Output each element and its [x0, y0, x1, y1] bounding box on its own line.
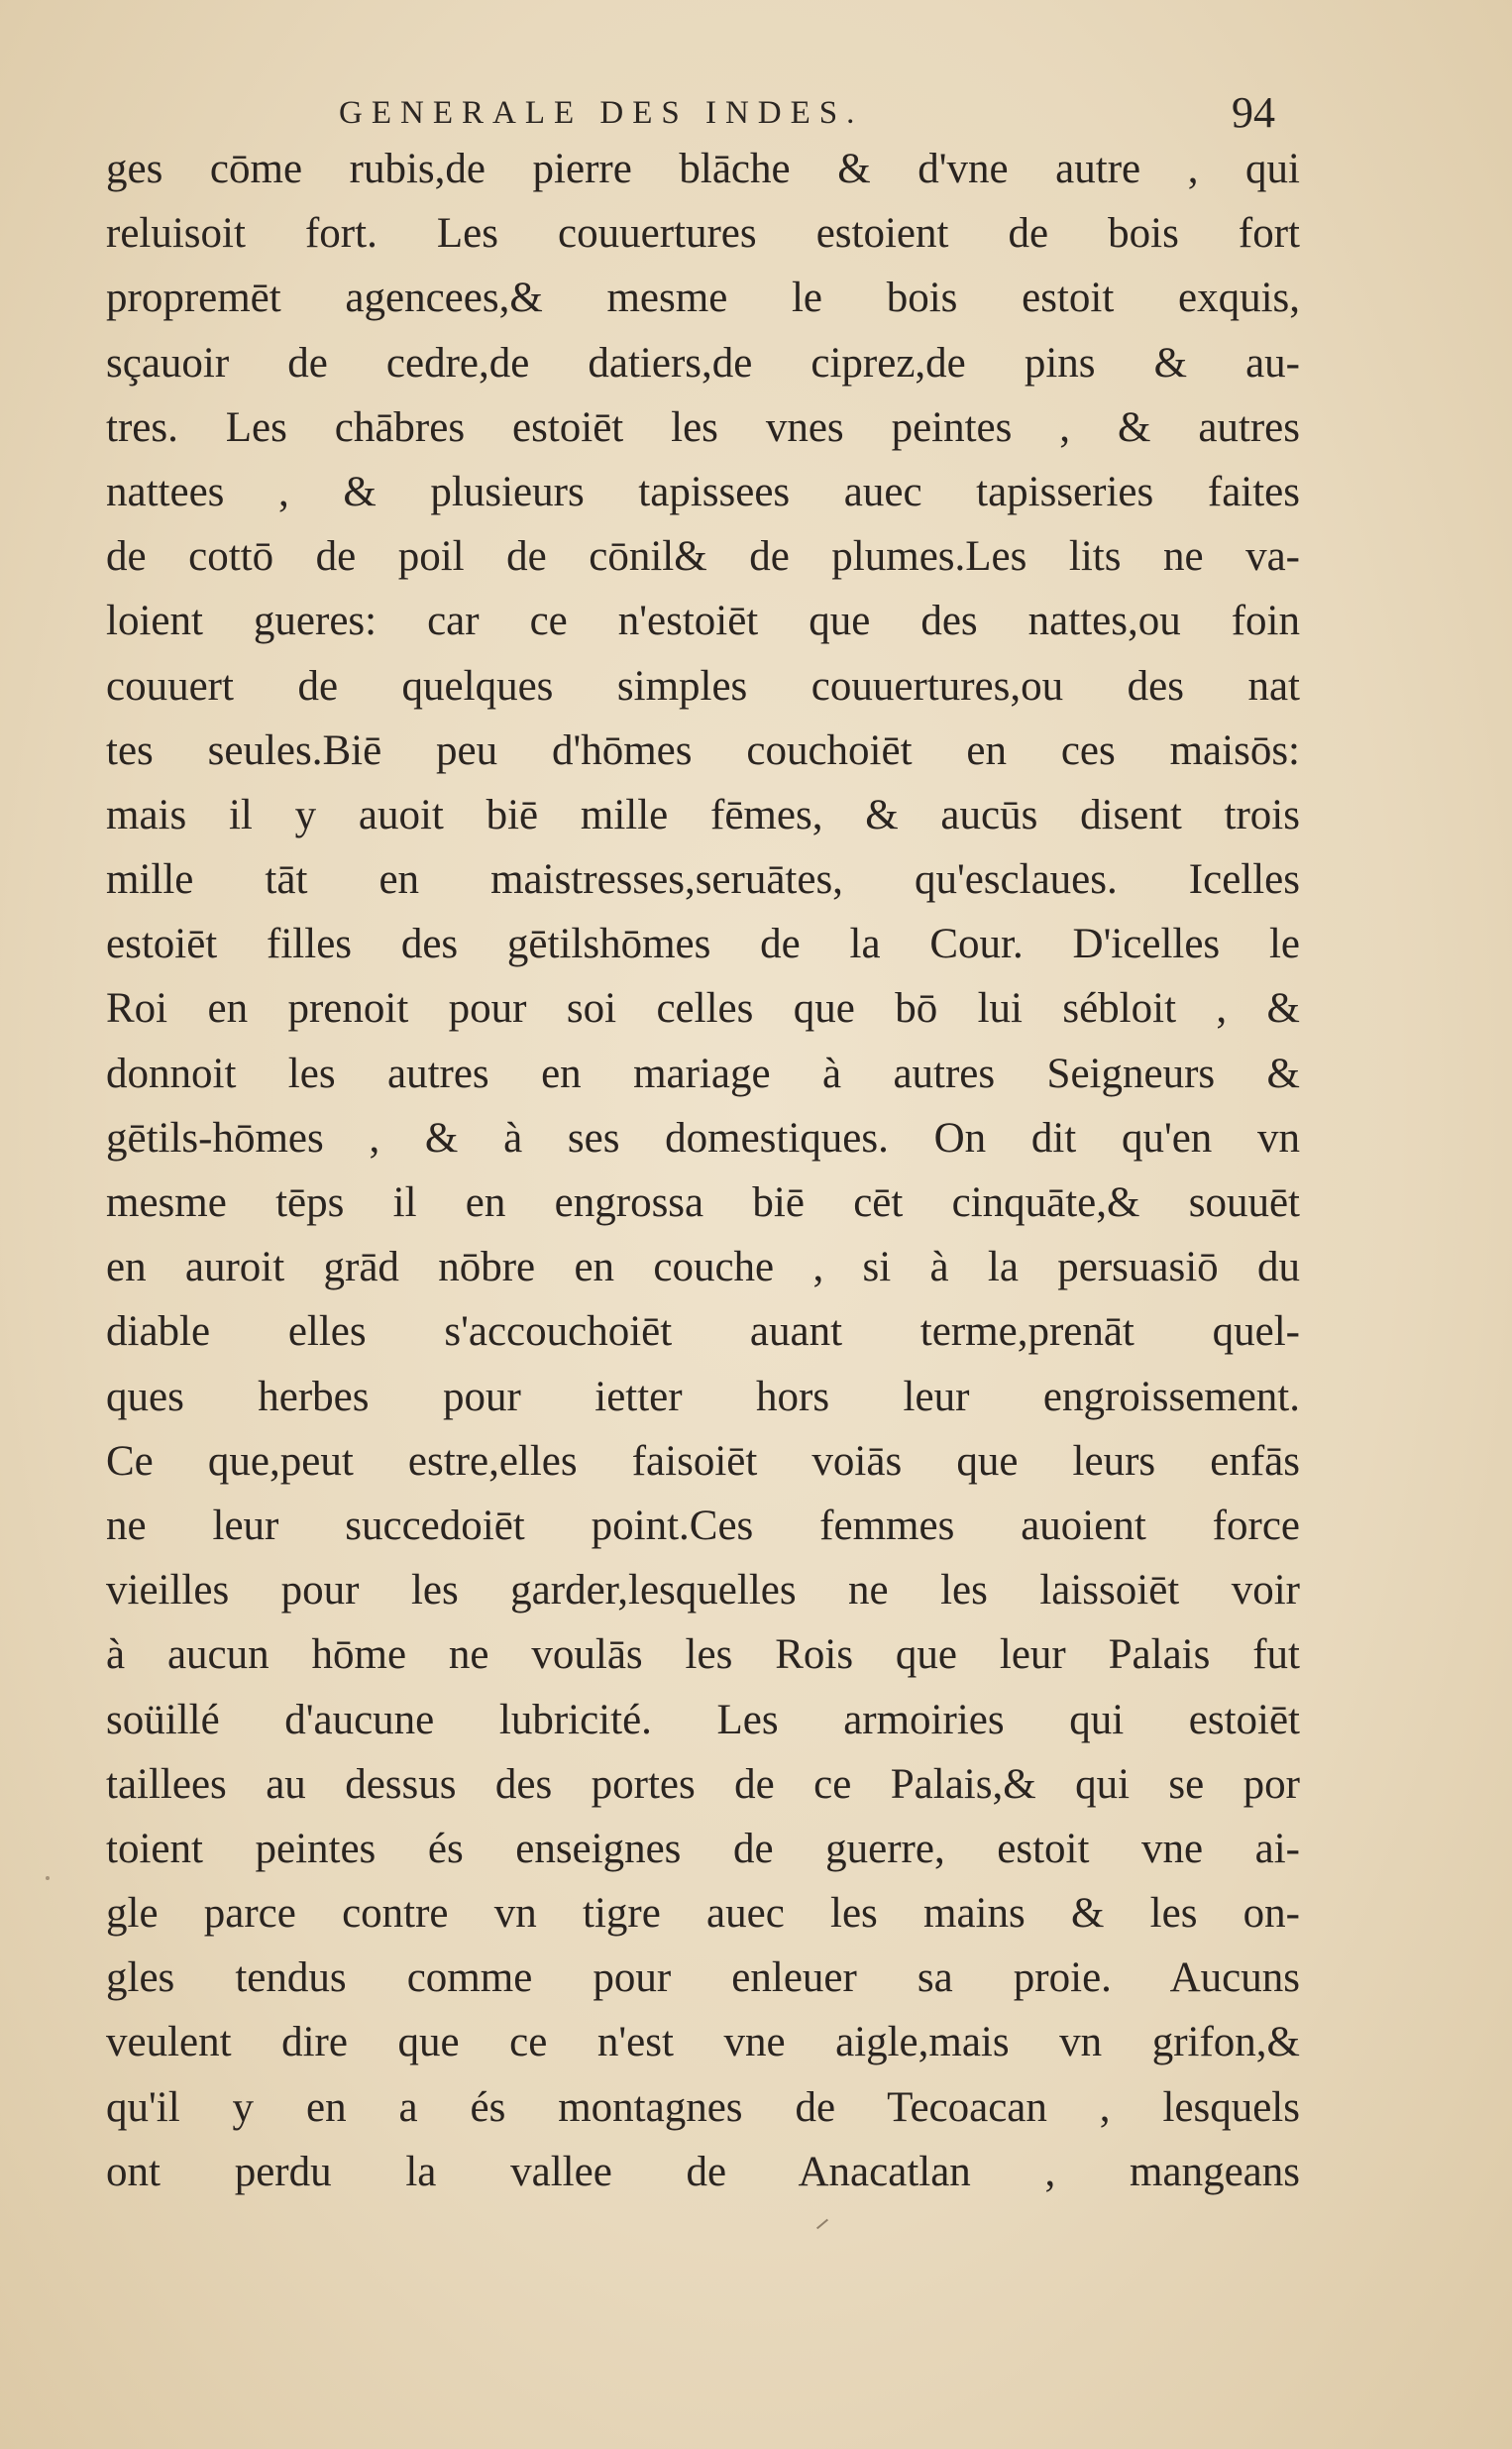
running-title: GENERALE DES INDES. — [339, 95, 864, 131]
text-line: mille tāt en maistresses,seruātes, qu'esclaues. Icelles — [106, 856, 1300, 904]
text-line: Ce que,peut estre,elles faisoiēt voiās que leurs enfās — [106, 1437, 1300, 1485]
text-line: ne leur succedoiēt point.Ces femmes auoient force — [106, 1502, 1300, 1549]
page-number: 94 — [1232, 88, 1275, 137]
text-line: reluisoit fort. Les couuertures estoient de bois fort — [106, 210, 1300, 258]
pen-mark — [816, 2219, 828, 2230]
text-line: qu'il y en a és montagnes de Tecoacan , lesquels — [106, 2083, 1300, 2131]
text-line: mais il y auoit biē mille fēmes, & aucūs disent trois — [106, 791, 1300, 838]
page-header — [109, 87, 1298, 137]
text-line: donnoit les autres en mariage à autres Seigneurs & — [106, 1050, 1300, 1097]
text-line: ges cōme rubis,de pierre blāche & d'vne autre , qui — [106, 146, 1300, 192]
text-line: nattees , & plusieurs tapissees auec tapisseries faites — [106, 468, 1300, 515]
text-line: estoiēt filles des gētilshōmes de la Cour. D'icelles le — [106, 921, 1300, 968]
text-line: ques herbes pour ietter hors leur engroissement. — [106, 1373, 1300, 1420]
text-line: loient gueres: car ce n'estoiēt que des nattes,ou foin — [106, 598, 1300, 645]
text-line: ont perdu la vallee de Anacatlan , mangeans — [106, 2148, 1300, 2195]
text-line: tres. Les chābres estoiēt les vnes peintes , & autres — [106, 403, 1300, 451]
text-line: Roi en prenoit pour soi celles que bō lui sébloit , & — [106, 985, 1300, 1033]
text-line: propremēt agencees,& mesme le bois estoit exquis, — [106, 275, 1300, 322]
text-line: veulent dire que ce n'est vne aigle,mais vn grifon,& — [106, 2019, 1300, 2066]
text-line: diable elles s'accouchoiēt auant terme,prenāt quel- — [106, 1308, 1300, 1356]
text-line: mesme tēps il en engrossa biē cēt cinquāte,& souuēt — [106, 1179, 1300, 1226]
text-line: sçauoir de cedre,de datiers,de ciprez,de pins & au- — [106, 339, 1300, 387]
text-line: gētils-hōmes , & à ses domestiques. On dit qu'en vn — [106, 1114, 1300, 1162]
text-line: taillees au dessus des portes de ce Palais,& qui se por — [106, 1760, 1300, 1808]
body-text — [106, 137, 1300, 2204]
text-line: gles tendus comme pour enleuer sa proie. Aucuns — [106, 1954, 1300, 2002]
text-line: couuert de quelques simples couuertures,ou des nat — [106, 662, 1300, 710]
text-line: à aucun hōme ne voulās les Rois que leur Palais fut — [106, 1631, 1300, 1679]
text-line: tes seules.Biē peu d'hōmes couchoiēt en ces maisōs: — [106, 726, 1300, 774]
text-line: soüillé d'aucune lubricité. Les armoiries qui estoiēt — [106, 1696, 1300, 1743]
text-line: en auroit grād nōbre en couche , si à la persuasiō du — [106, 1244, 1300, 1291]
text-line: vieilles pour les garder,lesquelles ne les laissoiēt voir — [106, 1567, 1300, 1614]
text-line: toient peintes és enseignes de guerre, estoit vne ai- — [106, 1825, 1300, 1872]
text-line: de cottō de poil de cōnil& de plumes.Les lits ne va- — [106, 533, 1300, 581]
text-line: gle parce contre vn tigre auec les mains & les on- — [106, 1890, 1300, 1938]
paper-speck — [46, 1876, 50, 1880]
